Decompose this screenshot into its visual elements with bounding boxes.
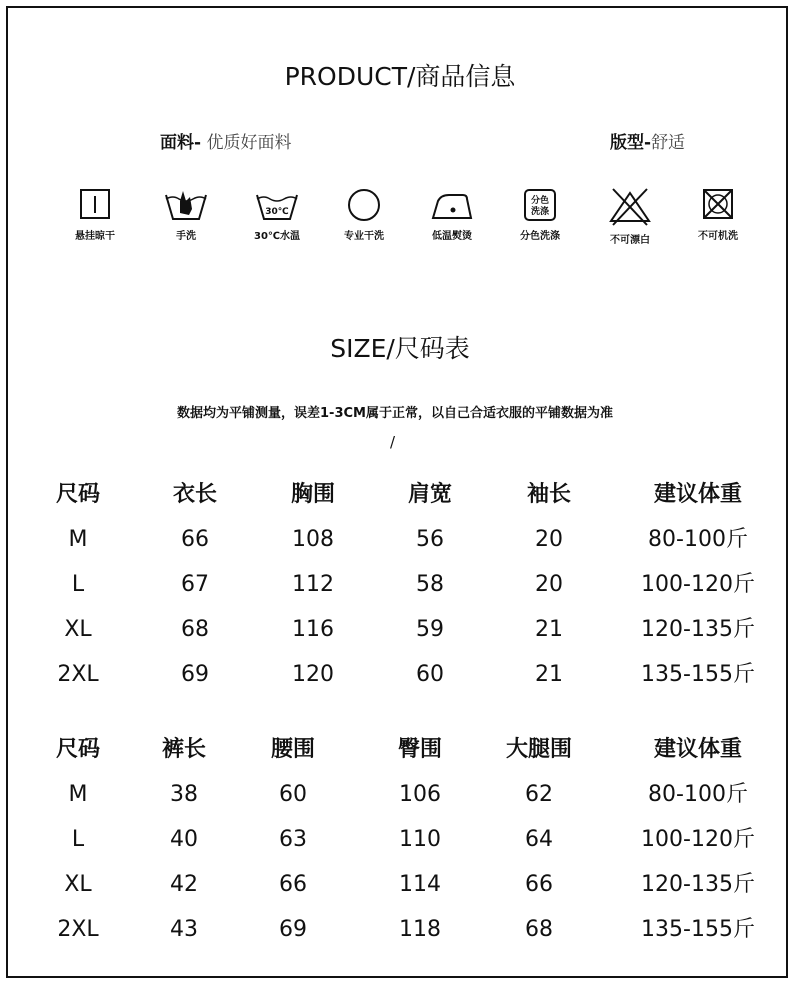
wash-temp-text: 30℃ [265, 207, 289, 217]
header-cell: 胸围 [290, 482, 335, 507]
table-cell: 38 [170, 782, 198, 807]
table-cell: 43 [170, 917, 198, 942]
care-label: 手洗 [176, 231, 196, 242]
care-item-low-iron [407, 187, 497, 242]
care-item-dry-clean [319, 187, 409, 242]
measurement-note: 数据均为平铺测量，误差1-3CM属于正常，以自己合适衣服的平铺数据为准 [177, 406, 613, 421]
table-cell: 60 [416, 662, 444, 687]
table-cell: 62 [525, 782, 553, 807]
table-cell: 64 [525, 827, 553, 852]
table-cell: 67 [181, 572, 209, 597]
table-cell: 118 [399, 917, 441, 942]
table-cell: 66 [181, 527, 209, 552]
table-cell: 66 [279, 872, 307, 897]
header-cell: 建议体重 [653, 737, 742, 762]
table-cell: 21 [535, 662, 563, 687]
dry-clean-icon [344, 187, 384, 223]
fit-value: 舒适 [651, 133, 686, 153]
separate-wash-text-2: 洗涤 [530, 207, 550, 217]
table-cell: 42 [170, 872, 198, 897]
table-cell: 116 [292, 617, 334, 642]
care-label: 不可机洗 [698, 231, 738, 242]
care-item-no-machine-wash [673, 187, 763, 242]
table-cell: 108 [292, 527, 334, 552]
table-cell: 110 [399, 827, 441, 852]
table-cell: 80-100斤 [648, 782, 748, 807]
header-cell: 建议体重 [653, 482, 742, 507]
table-cell: 20 [535, 572, 563, 597]
table-cell: 2XL [57, 917, 99, 942]
no-bleach-icon [607, 187, 653, 227]
table-cell: M [68, 527, 88, 552]
table-cell: 120-135斤 [641, 617, 755, 642]
table-cell: L [71, 827, 85, 852]
care-label: 分色洗涤 [520, 231, 560, 242]
header-cell: 臀围 [397, 737, 442, 762]
table-cell: L [71, 572, 85, 597]
table-cell: 135-155斤 [641, 917, 755, 942]
header-cell: 大腿围 [505, 737, 572, 762]
table-cell: 66 [525, 872, 553, 897]
table-cell: 59 [416, 617, 444, 642]
separate-wash-icon [520, 187, 560, 223]
table-cell: 68 [525, 917, 553, 942]
table-cell: 60 [279, 782, 307, 807]
care-label: 不可漂白 [610, 235, 650, 246]
care-item-separate-wash [495, 187, 585, 242]
table-cell: 114 [399, 872, 441, 897]
table-cell: M [68, 782, 88, 807]
table-cell: 120-135斤 [641, 872, 755, 897]
fabric-info [160, 128, 291, 153]
table-cell: 2XL [57, 662, 99, 687]
table-cell: 58 [416, 572, 444, 597]
header-cell: 尺码 [55, 482, 100, 507]
table-cell: 100-120斤 [641, 827, 755, 852]
table-cell: XL [64, 617, 92, 642]
table-cell: 63 [279, 827, 307, 852]
care-label: 30℃水温 [253, 231, 301, 242]
separate-wash-text-1: 分色 [530, 196, 550, 206]
fit-label: 版型- [610, 133, 652, 153]
table-cell: 100-120斤 [641, 572, 755, 597]
separator-slash: / [390, 433, 396, 451]
header-cell: 肩宽 [407, 482, 452, 507]
table-cell: 112 [292, 572, 334, 597]
header-cell: 袖长 [526, 482, 571, 507]
table-cell: 135-155斤 [641, 662, 755, 687]
no-machine-wash-icon [698, 187, 738, 223]
care-item-no-bleach [585, 187, 675, 246]
table-cell: 69 [181, 662, 209, 687]
fit-info [610, 128, 685, 153]
care-item-hand-wash [141, 187, 231, 242]
table-cell: 69 [279, 917, 307, 942]
table-cell: 68 [181, 617, 209, 642]
care-label: 悬挂晾干 [75, 231, 115, 242]
hand-wash-icon [163, 187, 209, 223]
table-cell: 120 [292, 662, 334, 687]
low-iron-icon [429, 187, 475, 223]
table-cell: 20 [535, 527, 563, 552]
care-label: 低温熨烫 [432, 231, 472, 242]
size-title: SIZE/尺码表 [330, 334, 470, 363]
table-cell: 40 [170, 827, 198, 852]
table-cell: 56 [416, 527, 444, 552]
care-item-hang-dry [50, 187, 140, 242]
table-cell: XL [64, 872, 92, 897]
table-cell: 80-100斤 [648, 527, 748, 552]
care-label: 专业干洗 [344, 231, 384, 242]
table-cell: 21 [535, 617, 563, 642]
header-cell: 衣长 [172, 482, 217, 507]
hang-dry-icon [75, 187, 115, 223]
header-cell: 腰围 [270, 737, 315, 762]
fabric-value: 优质好面料 [201, 133, 292, 153]
fabric-label: 面料- [160, 133, 202, 153]
care-item-wash-30 [232, 187, 322, 242]
header-cell: 裤长 [161, 737, 206, 762]
table-cell: 106 [399, 782, 441, 807]
header-cell: 尺码 [55, 737, 100, 762]
wash-30-icon [254, 187, 300, 223]
product-title: PRODUCT/商品信息 [284, 62, 516, 91]
